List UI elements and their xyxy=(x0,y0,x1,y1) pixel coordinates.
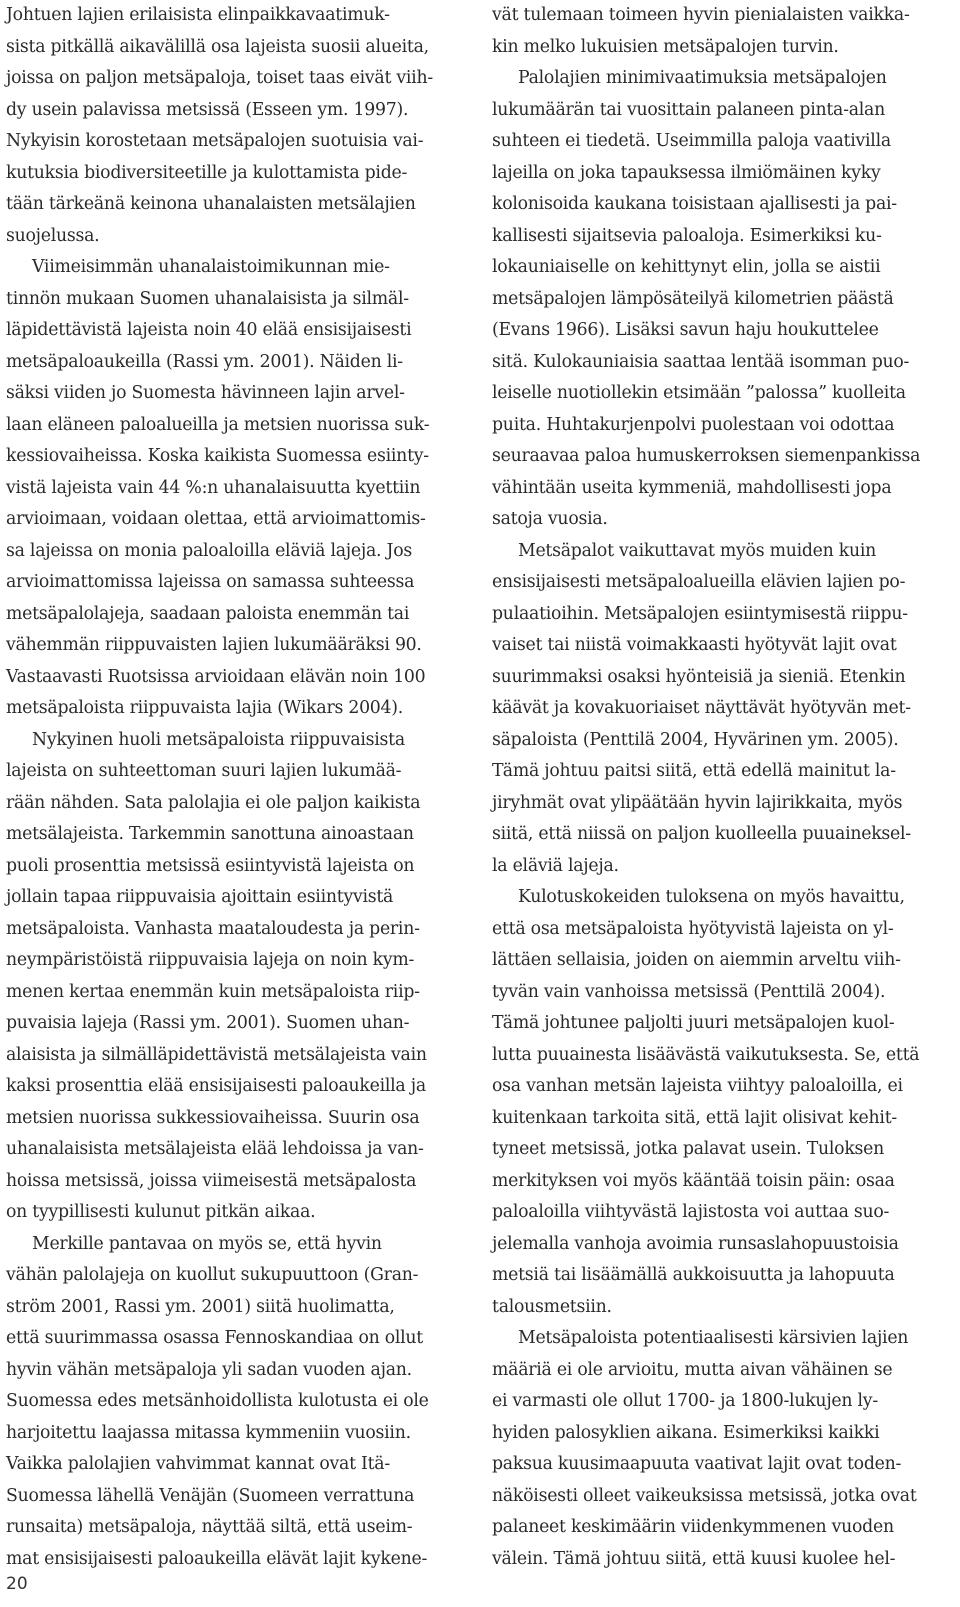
text-line: kolonisoida kaukana toisistaan ajallisesti ja pai- xyxy=(492,194,897,214)
text-line: runsaita) metsäpaloja, näyttää siltä, että useim- xyxy=(6,1517,413,1537)
text-line: sitä. Kulokauniaisia saattaa lentää isomman puo- xyxy=(492,351,910,372)
text-line: metsäpalojen lämpösäteilyä kilometrien päästä xyxy=(492,288,894,309)
text-line: sista pitkällä aikavälillä osa lajeista suosii alueita, xyxy=(6,36,429,57)
text-line: Vastaavasti Ruotsissa arvioidaan elävän noin 100 xyxy=(6,666,426,687)
text-line: lajeilla on joka tapauksessa ilmiömäinen kyky xyxy=(492,162,881,183)
text-line: satoja vuosia. xyxy=(492,509,608,529)
text-line: kaksi prosenttia elää ensisijaisesti paloaukeilla ja xyxy=(6,1076,426,1096)
text-line: lokauniaiselle on kehittynyt elin, jolla se aistii xyxy=(492,257,881,277)
text-line: metsien nuorissa sukkessiovaiheissa. Suurin osa xyxy=(6,1107,420,1128)
text-line: jiryhmät ovat ylipäätään hyvin lajirikkaita, myös xyxy=(492,792,903,813)
text-line: Viimeisimmän uhanalaistoimikunnan mie- xyxy=(32,257,390,277)
text-line: suojelussa. xyxy=(6,225,100,246)
text-line: Palolajien minimivaatimuksia metsäpalojen xyxy=(518,68,887,88)
text-line: kessiovaiheissa. Koska kaikista Suomessa esiinty- xyxy=(6,446,429,466)
text-line: vistä lajeista vain 44 %:n uhanalaisuutta kyettiin xyxy=(6,477,421,498)
text-line: metsäpalolajeja, saadaan paloista enemmän tai xyxy=(6,603,410,624)
text-line: että osa metsäpaloista hyötyvistä lajeista on yl- xyxy=(492,918,894,939)
text-line: Johtuen lajien erilaisista elinpaikkavaatimuk- xyxy=(6,5,390,25)
text-line: säksi viiden jo Suomesta hävinneen lajin arvel- xyxy=(6,383,405,403)
text-line: ensisijaisesti metsäpaloalueilla elävien lajien po- xyxy=(492,572,906,592)
text-line: merkityksen voi myös kääntää toisin päin: osaa xyxy=(492,1170,895,1191)
text-line: pulaatioihin. Metsäpalojen esiintymisestä riippu- xyxy=(492,603,908,624)
text-line: puita. Huhtakurjenpolvi puolestaan voi odottaa xyxy=(492,414,895,435)
text-line: kallisesti sijaitsevia paloaloja. Esimerkiksi ku- xyxy=(492,225,882,246)
text-line: näköisesti olleet vaikeuksissa metsissä, jotka ovat xyxy=(492,1485,917,1506)
text-line: Nykyinen huoli metsäpaloista riippuvaisista xyxy=(32,729,405,750)
text-line: joissa on paljon metsäpaloja, toiset taas eivät viih- xyxy=(6,68,433,88)
text-line: tinnön mukaan Suomen uhanalaisista ja silmäl- xyxy=(6,288,409,309)
text-line: Merkille pantavaa on myös se, että hyvin xyxy=(32,1233,382,1254)
text-line: laan eläneen paloalueilla ja metsien nuorissa suk- xyxy=(6,414,430,435)
text-line: Suomessa lähellä Venäjän (Suomeen verrattuna xyxy=(6,1485,415,1506)
text-line: hoissa metsissä, joissa viimeisestä metsäpalosta xyxy=(6,1170,417,1191)
text-line: menen kertaa enemmän kuin metsäpaloista riip- xyxy=(6,981,420,1002)
text-line: läpidettävistä lajeista noin 40 elää ensisijaisesti xyxy=(6,320,412,340)
text-line: Nykyisin korostetaan metsäpalojen suotuisia vai- xyxy=(6,131,424,151)
text-line: harjoitettu laajassa mitassa kymmeniin vuosiin. xyxy=(6,1422,411,1443)
text-line: lajeista on suhteettoman suuri lajien lukumää- xyxy=(6,761,402,781)
text-line: suhteen ei tiedetä. Useimmilla paloja vaativilla xyxy=(492,131,891,151)
text-line: vähemmän riippuvaisten lajien lukumääräksi 90. xyxy=(6,635,422,655)
text-line: lättäen sellaisia, joiden on aiemmin arveltu viih- xyxy=(492,950,901,970)
page-number: 20 xyxy=(6,1574,28,1594)
text-line: la eläviä lajeja. xyxy=(492,855,619,876)
text-line: ström 2001, Rassi ym. 2001) siitä huolimatta, xyxy=(6,1296,395,1317)
text-line: on tyypillisesti kulunut pitkän aikaa. xyxy=(6,1202,316,1222)
text-line: kin melko lukuisien metsäpalojen turvin. xyxy=(492,36,839,57)
text-line: neympäristöistä riippuvaisia lajeja on noin kym- xyxy=(6,950,415,970)
text-line: metsäpaloaukeilla (Rassi ym. 2001). Näiden li- xyxy=(6,351,403,372)
text-line: uhanalaisista metsälajeista elää lehdoissa ja van- xyxy=(6,1139,424,1159)
text-line: tään tärkeänä keinona uhanalaisten metsälajien xyxy=(6,194,416,214)
text-line: metsäpaloista. Vanhasta maataloudesta ja perin- xyxy=(6,918,420,939)
text-line: sa lajeissa on monia paloaloilla eläviä lajeja. Jos xyxy=(6,540,412,561)
text-line: puoli prosenttia metsissä esiintyvistä lajeista on xyxy=(6,855,415,876)
text-line: tyvän vain vanhoissa metsissä (Penttilä 2004). xyxy=(492,981,886,1002)
text-line: hyvin vähän metsäpaloja yli sadan vuoden ajan. xyxy=(6,1359,412,1380)
text-line: paloaloilla viihtyvästä lajistosta voi auttaa suo- xyxy=(492,1202,890,1222)
text-line: alaisista ja silmälläpidettävistä metsälajeista vain xyxy=(6,1044,427,1065)
text-line: vät tulemaan toimeen hyvin pienialaisten vaikka- xyxy=(492,5,910,25)
text-line: tyneet metsissä, jotka palavat usein. Tuloksen xyxy=(492,1139,885,1159)
text-line: välein. Tämä johtuu siitä, että kuusi kuolee hel- xyxy=(492,1548,896,1569)
text-line: suurimmaksi osaksi hyönteisiä ja sieniä. Etenkin xyxy=(492,666,906,687)
text-line: siitä, että niissä on paljon kuolleella puuaineksel- xyxy=(492,824,911,844)
right-text-column xyxy=(492,0,940,1575)
text-line: vähän palolajeja on kuollut sukupuuttoon (Gran- xyxy=(6,1265,419,1285)
text-line: hyiden palosyklien aikana. Esimerkiksi kaikki xyxy=(492,1422,880,1443)
text-line: Kulotuskokeiden tuloksena on myös havaittu, xyxy=(518,887,905,907)
text-line: metsiä tai lisäämällä aukkoisuutta ja lahopuuta xyxy=(492,1265,895,1285)
text-line: Metsäpaloista potentiaalisesti kärsivien lajien xyxy=(518,1328,909,1348)
text-line: vaiset tai niistä voimakkaasti hyötyvät lajit ovat xyxy=(492,635,897,655)
text-line: Suomessa edes metsänhoidollista kulotusta ei ole xyxy=(6,1391,429,1411)
text-line: Metsäpalot vaikuttavat myös muiden kuin xyxy=(518,540,877,561)
text-line: arvioimattomissa lajeissa on samassa suhteessa xyxy=(6,572,415,592)
left-text-column xyxy=(6,0,468,1575)
text-line: vähintään useita kymmeniä, mahdollisesti jopa xyxy=(492,477,892,498)
text-line: metsäpaloista riippuvaista lajia (Wikars 2004). xyxy=(6,698,404,718)
text-line: lutta puuainesta lisäävästä vaikutuksesta. Se, että xyxy=(492,1044,920,1065)
text-line: seuraavaa paloa humuskerroksen siemenpankissa xyxy=(492,446,921,466)
text-line: että suurimmassa osassa Fennoskandiaa on ollut xyxy=(6,1328,424,1348)
text-line: ei varmasti ole ollut 1700- ja 1800-lukujen ly- xyxy=(492,1391,878,1411)
text-line: jelemalla vanhoja avoimia runsaslahopuustoisia xyxy=(492,1233,899,1254)
text-line: kuitenkaan tarkoita sitä, että lajit olisivat kehit- xyxy=(492,1107,897,1128)
text-line: metsälajeista. Tarkemmin sanottuna ainoastaan xyxy=(6,824,414,844)
text-line: palaneet keskimäärin viidenkymmenen vuoden xyxy=(492,1517,894,1537)
text-line: puvaisia lajeja (Rassi ym. 2001). Suomen uhan- xyxy=(6,1013,410,1033)
text-line: Tämä johtunee paljolti juuri metsäpalojen kuol- xyxy=(492,1013,895,1033)
text-line: arvioimaan, voidaan olettaa, että arvioimattomis- xyxy=(6,509,426,529)
text-line: paksua kuusimaapuuta vaativat lajit ovat toden- xyxy=(492,1454,902,1474)
text-line: (Evans 1966). Lisäksi savun haju houkuttelee xyxy=(492,320,879,340)
text-line: leiselle nuotiollekin etsimään ”palossa” kuolleita xyxy=(492,383,906,403)
text-line: määriä ei ole arvioitu, mutta aivan vähäinen se xyxy=(492,1359,893,1380)
text-line: lukumäärän tai vuosittain palaneen pinta-alan xyxy=(492,99,885,120)
text-line: Tämä johtuu paitsi siitä, että edellä mainitut la- xyxy=(492,761,896,781)
text-line: talousmetsiin. xyxy=(492,1296,612,1317)
text-line: jollain tapaa riippuvaisia ajoittain esiintyvistä xyxy=(6,887,394,907)
text-line: mat ensisijaisesti paloaukeilla elävät lajit kykene- xyxy=(6,1548,428,1569)
text-line: kutuksia biodiversiteetille ja kulottamista pide- xyxy=(6,162,408,183)
text-line: dy usein palavissa metsissä (Esseen ym. 1997). xyxy=(6,99,409,120)
text-line: käävät ja kovakuoriaiset näyttävät hyötyvän met- xyxy=(492,698,911,718)
text-line: osa vanhan metsän lajeista viihtyy paloaloilla, ei xyxy=(492,1076,903,1096)
text-line: Vaikka palolajien vahvimmat kannat ovat Itä- xyxy=(6,1454,390,1474)
text-line: säpaloista (Penttilä 2004, Hyvärinen ym. 2005). xyxy=(492,729,899,750)
text-line: rään nähden. Sata palolajia ei ole paljon kaikista xyxy=(6,792,421,813)
